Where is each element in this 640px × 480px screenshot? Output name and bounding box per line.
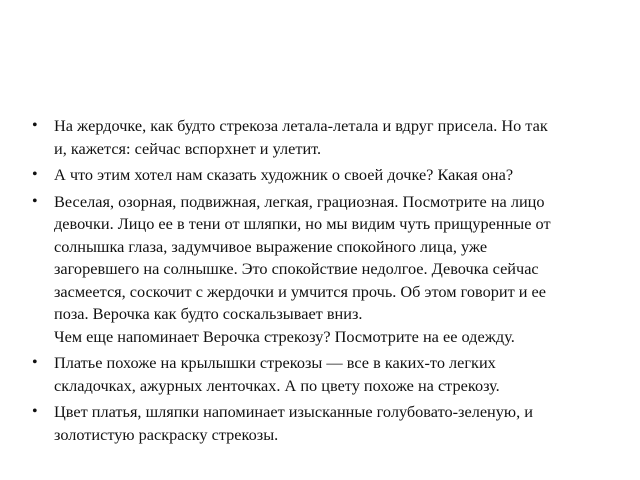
bullet-text-line: А что этим хотел нам сказать художник о своей дочке? Какая она? bbox=[54, 165, 514, 184]
bullet-item-3 bbox=[30, 191, 610, 349]
bullet-text-line: золотистую раскраску стрекозы. bbox=[54, 424, 279, 444]
bullet-list bbox=[30, 115, 610, 450]
bullet-icon: • bbox=[32, 117, 38, 134]
bullet-icon: • bbox=[32, 403, 38, 420]
bullet-text-line: загоревшего на солнышке. Это спокойствие недолгое. Девочка сейчас bbox=[54, 259, 539, 278]
bullet-text-line: складочках, ажурных ленточках. А по цвету похоже на стрекозу. bbox=[54, 375, 500, 395]
bullet-text-line: Веселая, озорная, подвижная, легкая, грациозная. Посмотрите на лицо bbox=[54, 191, 545, 211]
bullet-item-1 bbox=[30, 115, 610, 160]
bullet-text-line: и, кажется: сейчас вспорхнет и улетит. bbox=[54, 138, 322, 158]
bullet-text-line: девочки. Лицо ее в тени от шляпки, но мы видим чуть прищуренные от bbox=[54, 214, 551, 233]
bullet-item-5 bbox=[30, 401, 610, 446]
bullet-text-line: Цвет платья, шляпки напоминает изысканные голубовато-зеленую, и bbox=[54, 402, 533, 421]
bullet-icon: • bbox=[32, 354, 38, 371]
bullet-text-line: Чем еще напоминает Верочка стрекозу? Посмотрите на ее одежду. bbox=[54, 326, 515, 346]
bullet-item-4 bbox=[30, 352, 610, 397]
bullet-icon: • bbox=[32, 192, 38, 210]
bullet-icon: • bbox=[32, 166, 38, 183]
bullet-text-line: засмеется, соскочит с жердочки и умчится прочь. Об этом говорит и ее bbox=[54, 281, 547, 301]
bullet-item-2 bbox=[30, 164, 610, 187]
bullet-text-line: поза. Верочка как будто соскальзывает вниз. bbox=[54, 304, 363, 323]
bullet-text-line: На жердочке, как будто стрекоза летала-летала и вдруг присела. Но так bbox=[54, 116, 548, 135]
bullet-text-line: Платье похоже на крылышки стрекозы — все в каких-то легких bbox=[54, 353, 496, 372]
bullet-text-line: солнышка глаза, задумчивое выражение спокойного лица, уже bbox=[54, 236, 488, 256]
